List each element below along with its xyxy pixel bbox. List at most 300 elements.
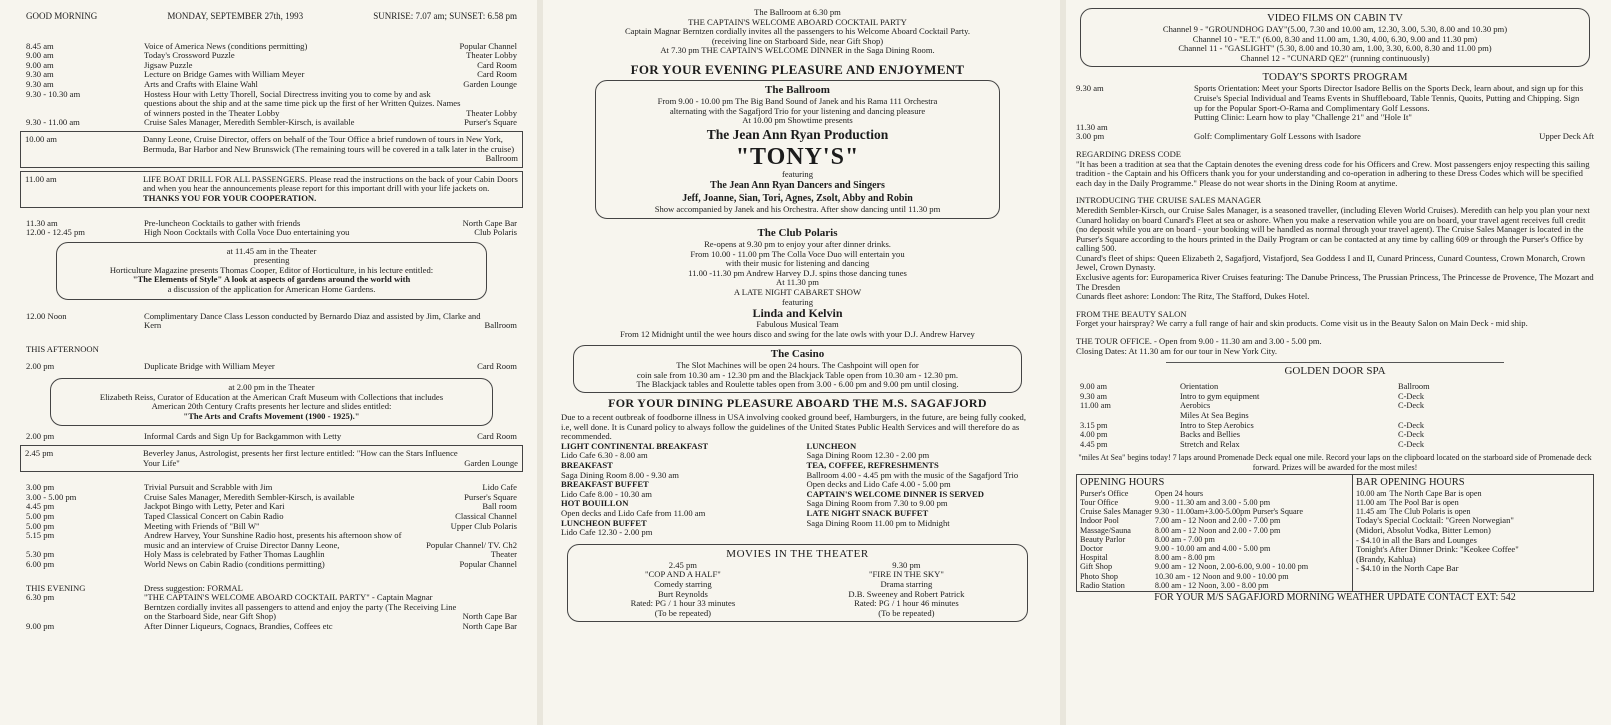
- opening-row: [1080, 535, 1311, 544]
- bridge-event: [26, 362, 517, 372]
- lecture-line: a discussion of the application for American Home Gardens.: [167, 284, 376, 295]
- event-time: 9.00 am: [26, 50, 54, 61]
- spa-class: Backs and Bellies: [1180, 430, 1241, 440]
- opening-row: [1080, 489, 1311, 498]
- lecture-line: presenting: [253, 255, 290, 266]
- ballroom-line: From 9.00 - 10.00 pm The Big Band Sound of Janek and his Rama 111 Orchestra: [657, 95, 938, 106]
- weather-contact: FOR YOUR M/S SAGAFJORD MORNING WEATHER UPDATE CONTACT EXT: 542: [1154, 592, 1516, 604]
- video-line: Channel 10 - "E.T." (6.00, 8.30 and 11.00 am, 1.30, 4.00, 6.30, 9.00 and 11.30 pm): [1192, 33, 1478, 44]
- event-place: Ballroom: [484, 320, 517, 331]
- event-time: 3.00 pm: [1076, 131, 1105, 142]
- event-place: Card Room: [477, 361, 517, 372]
- event-time: 6.30 pm: [26, 592, 55, 603]
- beauty-section: [1076, 310, 1594, 329]
- opening-label: Tour Office: [1080, 497, 1119, 507]
- beauty-text: Forget your hairspray? We carry a full range of hair and skin products. Come visit us in the Beauty Salon on Main Deck - mid ship.: [1076, 318, 1528, 329]
- event-time: 5.00 pm: [26, 520, 55, 531]
- opening-label: Gift Shop: [1080, 562, 1113, 572]
- event-place: Garden Lounge: [463, 78, 517, 89]
- bar-title: BAR OPENING HOURS: [1356, 476, 1465, 488]
- cabaret-stars: Linda and Kelvin: [752, 306, 843, 321]
- event-place: Upper Club Polaris: [450, 520, 517, 531]
- greeting: GOOD MORNING: [26, 11, 98, 21]
- polaris-line: featuring: [781, 296, 814, 307]
- drill-thanks: THANKS YOU FOR YOUR COOPERATION.: [143, 192, 317, 203]
- polaris-title: The Club Polaris: [757, 226, 838, 239]
- event-row: [26, 593, 517, 622]
- event-place: Purser's Square: [464, 117, 517, 128]
- event-desc: Golf: Complimentary Golf Lessons with Isadore: [1194, 131, 1361, 142]
- event-desc: Cruise Sales Manager, Meredith Sembler-Kirsch, is available: [144, 117, 355, 128]
- event-time: 2.45 pm: [25, 448, 54, 458]
- movie-afternoon: [631, 561, 736, 619]
- tour-rundown-box: [20, 131, 523, 168]
- event-row: [1076, 132, 1594, 142]
- meal-heading: HOT BOUILLON: [561, 498, 629, 509]
- event-desc: Today's Crossword Puzzle: [144, 50, 235, 61]
- event-time: 3.00 - 5.00 pm: [26, 491, 77, 502]
- ballroom-line: At 10.00 pm Showtime presents: [742, 115, 853, 126]
- polaris-line: From 10.00 - 11.00 pm The Colla Voce Duo will entertain you: [690, 248, 905, 259]
- event-place: Garden Lounge: [464, 457, 518, 468]
- spa-place: Ballroom: [1398, 382, 1430, 392]
- event-desc: Meeting with Friends of "Bill W": [144, 520, 260, 531]
- event-place: Popular Channel/ TV. Ch2: [426, 539, 517, 550]
- sales-text: Meredith Sembler-Kirsch, our Cruise Sales Manager, is a seasoned traveller, (including Eleven World Cruises). Meredith can help you plan your next Cunard holiday on board Cunard's Fleet at sea or ashore. When you make a reservation while you are on board, your travel agent receives full credit (no deposit while you are on board - your booking will be handled as normal through your travel agent). The Cruise Sales Manager is located in the Purser's Square according to the hours printed in the Daily Program or can be contacted at any time by calling 609 or through the Purser's Office by calling 500.: [1076, 204, 1590, 254]
- bar-label: 11.00 am: [1356, 497, 1387, 507]
- event-place: Card Room: [477, 69, 517, 80]
- afternoon-list: [26, 483, 517, 569]
- event-row: [26, 70, 517, 80]
- beauty-title: FROM THE BEAUTY SALON: [1076, 308, 1187, 319]
- bar-label: 10.00 am: [1356, 488, 1387, 498]
- spa-class: Intro to gym equipment: [1180, 391, 1260, 401]
- opening-label: Radio Station: [1080, 580, 1125, 590]
- movie-line: Drama starring: [880, 578, 933, 589]
- meal-heading: LIGHT CONTINENTAL BREAKFAST: [561, 440, 709, 451]
- polaris-lines: [553, 240, 1042, 307]
- event-desc: Andrew Harvey, Your Sunshine Radio host, presents his afternoon show of music and an interview of Cruise Director Danny Leone,: [144, 530, 402, 550]
- meal-heading: BREAKFAST: [561, 460, 613, 471]
- spa-row: [1076, 401, 1434, 411]
- event-row: [26, 118, 517, 128]
- event-time: 9.30 - 10.30 am: [26, 88, 81, 99]
- event-time: 11.30 am: [26, 217, 58, 228]
- tour-text: THE TOUR OFFICE. - Open from 9.00 - 11.30 am and 3.00 - 5.00 pm.: [1076, 336, 1322, 347]
- event-place: Classical Channel: [455, 510, 517, 521]
- event-time: 5.15 pm: [26, 530, 55, 541]
- opening-label: Cruise Sales Manager: [1080, 507, 1152, 517]
- event-desc: Complimentary Dance Class Lesson conducted by Bernardo Diaz and assisted by Jim, Clarke and Kern: [144, 310, 481, 331]
- opening-value: 8.00 am - 12 Noon and 2.00 - 7.00 pm: [1154, 525, 1281, 535]
- opening-row: [1080, 516, 1311, 525]
- program-header: [26, 12, 517, 22]
- intro-line: The Ballroom at 6.30 pm: [754, 7, 841, 17]
- opening-hours: [1077, 475, 1353, 591]
- meal-details: Saga Dining Room from 7.30 to 9.00 pm: [806, 498, 948, 509]
- spa-title: GOLDEN DOOR SPA: [1284, 365, 1386, 378]
- cocktail-party-intro: [553, 8, 1042, 56]
- event-desc: Putting Clinic: Learn how to play "Challenge 21" and "Hole It": [1194, 112, 1412, 123]
- spa-place: C-Deck: [1398, 391, 1425, 401]
- event-row: [26, 228, 517, 238]
- cast-line: Jeff, Joanne, Sian, Tori, Agnes, Zsolt, Abby and Robin: [682, 193, 913, 205]
- ballroom-line: Show accompanied by Janek and his Orchestra. After show dancing until 11.30 pm: [654, 204, 941, 215]
- bar-special-line: - $4.10 in all the Bars and Lounges: [1356, 534, 1477, 545]
- ballroom-line: alternating with the Sagafjord Trio for your listening and dancing pleasure: [669, 105, 926, 116]
- opening-label: Indoor Pool: [1080, 516, 1119, 526]
- movie-line: "COP AND A HALF": [645, 569, 721, 580]
- polaris-line: with their music for listening and dancing: [725, 258, 870, 269]
- event-time: 12.00 - 12.45 pm: [26, 227, 85, 238]
- movie-line: (To be repeated): [878, 607, 935, 618]
- casino-line: coin sale from 10.30 am - 12.30 pm and the Blackjack Table open from 10.30 am - 12.30 pm.: [636, 369, 959, 380]
- movies-title: MOVIES IN THE THEATER: [726, 547, 869, 560]
- event-desc: Cruise Sales Manager, Meredith Sembler-Kirsch, is available: [144, 491, 355, 502]
- event-place: Theater Lobby: [466, 50, 517, 61]
- lecture-line: Horticulture Magazine presents Thomas Cooper, Editor of Horticulture, in his lecture entitled:: [109, 264, 434, 275]
- polaris-line: Fabulous Musical Team: [756, 319, 839, 330]
- opening-value: 7.00 am - 12 Noon and 2.00 - 7.00 pm: [1154, 516, 1281, 526]
- event-desc: Beverley Janus, Astrologist, presents her first lecture entitled: "How can the Stars Influence Your Life": [143, 448, 458, 468]
- dining-title: FOR YOUR DINING PLEASURE ABOARD THE M.S. SAGAFJORD: [608, 396, 987, 411]
- lecture-time: at 2.00 pm in the Theater: [228, 382, 315, 393]
- event-row: [26, 560, 517, 570]
- casino-line: The Blackjack tables and Roulette tables open from 3.00 - 6.00 pm and 9.00 pm until closing.: [636, 379, 959, 390]
- spa-row: [1076, 430, 1434, 440]
- opening-value: 9.00 - 11.30 am and 3.00 - 5.00 pm: [1154, 497, 1271, 507]
- movie-line: (To be repeated): [654, 607, 711, 618]
- event-time: 9.00 pm: [26, 620, 55, 631]
- meal-heading: TEA, COFFEE, REFRESHMENTS: [806, 460, 939, 471]
- spa-time: 11.00 am: [1080, 401, 1111, 411]
- event-time: 11.00 am: [25, 173, 57, 184]
- astrology-box: [20, 445, 523, 472]
- spa-place: [1394, 411, 1434, 421]
- event-time: 12.00 Noon: [26, 310, 67, 321]
- spa-place: C-Deck: [1398, 401, 1425, 411]
- horticulture-lecture-box: [56, 242, 487, 300]
- casino-line: The Slot Machines will be open 24 hours. The Cashpoint will open for: [676, 360, 919, 371]
- afternoon-title: THIS AFTERNOON: [26, 343, 99, 354]
- cards-event: [26, 432, 517, 442]
- event-time: 4.45 pm: [26, 501, 55, 512]
- drill-instructions: LIFE BOAT DRILL FOR ALL PASSENGERS. Please read the instructions on the back of your Cabin Doors and when you hear the announcements please report for this important drill with your life jackets on.: [143, 173, 518, 194]
- meal-details: Open decks and Lido Cafe 4.00 - 5.00 pm: [806, 479, 951, 490]
- spa-row: [1076, 382, 1434, 392]
- spa-class: Aerobics: [1180, 401, 1211, 411]
- meal-details: Lido Cafe 12.30 - 2.00 pm: [561, 527, 653, 538]
- spa-time: [1076, 411, 1176, 421]
- polaris-line: Re-opens at 9.30 pm to enjoy your after dinner drinks.: [704, 238, 891, 249]
- bar-special-line: Today's Special Cocktail: "Green Norwegian": [1356, 515, 1514, 526]
- event-time: 9.30 am: [1076, 83, 1104, 94]
- event-desc: Duplicate Bridge with William Meyer: [144, 361, 275, 372]
- movie-line: "FIRE IN THE SKY": [868, 569, 944, 580]
- event-place: Card Room: [477, 59, 517, 70]
- event-place: Popular Channel: [459, 40, 517, 51]
- event-time: 10.00 am: [25, 133, 57, 144]
- intro-line: At 7.30 pm THE CAPTAIN'S WELCOME DINNER in the Saga Dining Room.: [660, 45, 935, 56]
- event-time: 9.30 am: [26, 69, 54, 80]
- event-time: 6.00 pm: [26, 558, 55, 569]
- event-row: [26, 42, 517, 52]
- event-row: [26, 512, 517, 522]
- event-desc: Taped Classical Concert on Cabin Radio: [144, 510, 284, 521]
- opening-value: 9.30 - 11.00am+3.00-5.00pm Purser's Square: [1154, 507, 1304, 517]
- polaris-line: From 12 Midnight until the wee hours disco and swing for the late owls with your D.J. Andrew Harvey: [620, 328, 975, 339]
- spa-class: Orientation: [1180, 382, 1219, 392]
- dancers-line: The Jean Ann Ryan Dancers and Singers: [710, 180, 885, 192]
- bar-label: 11.45 am: [1356, 507, 1387, 517]
- opening-value: 8.00 am - 8.00 pm: [1154, 553, 1215, 563]
- event-desc: Sports Orientation: Meet your Sports Director Isadore Bellis on the Sports Deck, learn about, and sign up for this Cruise's Special Individual and Teams Events in Shuffleboard, Table Tennis, Quoits, Putting and Chipping. Sign up for the Popular Sport-O-Rama and Complimentary Golf Lessons.: [1194, 83, 1584, 113]
- spa-class: Stretch and Relax: [1180, 439, 1240, 449]
- ballroom-title: The Ballroom: [765, 83, 830, 96]
- movie-line: 2.45 pm: [668, 559, 697, 570]
- spa-class: Intro to Step Aerobics: [1180, 420, 1254, 430]
- event-time: 2.00 pm: [26, 361, 55, 372]
- spa-row: [1076, 421, 1434, 431]
- evening-pleasure-title: FOR YOUR EVENING PLEASURE AND ENJOYMENT: [630, 61, 965, 77]
- sports-list: [1076, 84, 1594, 142]
- event-place: Popular Channel: [459, 558, 517, 569]
- meal-details: Saga Dining Room 8.00 - 9.30 am: [561, 469, 679, 480]
- dress-code-section: [1076, 150, 1594, 188]
- production-title: The Jean Ann Ryan Production: [706, 126, 889, 142]
- evening-column: [545, 0, 1050, 725]
- spa-row: [1076, 411, 1434, 421]
- ballroom-line: featuring: [781, 168, 814, 179]
- bar-special-line: - $4.10 in the North Cape Bar: [1356, 563, 1459, 574]
- opening-row: [1080, 498, 1311, 507]
- morning-afternoon-column: [0, 0, 535, 725]
- sunrise-sunset: SUNRISE: 7.07 am; SUNSET: 6.58 pm: [373, 11, 517, 21]
- dance-class: [26, 312, 517, 331]
- spa-row: [1076, 392, 1434, 402]
- event-desc: Dress suggestion: FORMAL: [144, 582, 243, 593]
- sales-title: INTRODUCING THE CRUISE SALES MANAGER: [1076, 195, 1262, 206]
- event-place: North Cape Bar: [462, 620, 517, 631]
- spa-place: C-Deck: [1398, 420, 1425, 430]
- video-line: Channel 11 - "GASLIGHT" (5.30, 8.00 and 10.30 am, 1.00, 3.30, 6.00, 8.30 and 11.00 pm): [1178, 43, 1492, 54]
- ballroom-box: [595, 80, 1000, 219]
- movie-line: 9.30 pm: [892, 559, 921, 570]
- event-place: Ballroom: [485, 153, 518, 164]
- event-place: Purser's Square: [464, 491, 517, 502]
- dress-text: "It has been a tradition at sea that the Captain denotes the evening dress code for his Officers and Crew. Most passengers enjoy respecting this sailing tradition - the Captain and his Officers thank you for your understanding and co-operation in adhering to these Dress Codes which will be specified each day in the Daily Programme." Please do not wear shorts in the Dining Room at anytime.: [1076, 158, 1590, 188]
- movies-box: [567, 544, 1028, 623]
- dining-left: [561, 442, 789, 538]
- opening-row: [1080, 526, 1311, 535]
- fleet-ashore: Cunards fleet ashore: London: The Ritz, The Stafford, Dukes Hotel.: [1076, 291, 1310, 302]
- dining-schedule: [553, 442, 1042, 538]
- show-title: "TONY'S": [735, 143, 860, 170]
- casino-lines: [580, 361, 1015, 390]
- meal-heading: LUNCHEON BUFFET: [561, 517, 647, 528]
- opening-label: Beauty Parlor: [1080, 534, 1126, 544]
- event-time: 11.30 am: [1076, 121, 1108, 132]
- event-time: 9.00 am: [26, 59, 54, 70]
- spa-row: [1076, 440, 1434, 450]
- movie-line: Comedy starring: [654, 578, 712, 589]
- bar-row: [1356, 498, 1485, 507]
- event-place: Theater Lobby: [466, 107, 517, 118]
- spa-time: 9.30 am: [1080, 391, 1107, 401]
- opening-value: 10.30 am - 12 Noon and 9.00 - 10.00 pm: [1154, 571, 1289, 581]
- event-place: North Cape Bar: [462, 611, 517, 622]
- meal-heading: LUNCHEON: [806, 440, 857, 451]
- event-desc: World News on Cabin Radio (conditions permitting): [144, 558, 325, 569]
- meal-heading: LATE NIGHT SNACK BUFFET: [806, 508, 929, 518]
- video-lines: [1087, 25, 1583, 63]
- event-desc: Pre-luncheon Cocktails to gather with friends: [144, 217, 301, 228]
- intro-line: (receiving line on Starboard Side, near Gift Shop): [711, 35, 884, 46]
- polaris-line: At 11.30 pm: [776, 277, 819, 288]
- event-place: Theater: [490, 549, 517, 560]
- opening-value: 8.00 am - 7.00 pm: [1154, 534, 1215, 544]
- event-desc: Hostess Hour with Letty Thorell, Social Directress inviting you to come by and ask questions about the ship and at the same time pick up the first of her Written Quizes. Names of winners posted in the Theater Lobby: [144, 88, 461, 118]
- event-row: [1076, 84, 1594, 113]
- video-line: Channel 9 - "GROUNDHOG DAY"(5.00, 7.30 and 10.00 am, 12.30, 3.00, 5.30, 8.00 and 10.30 pm): [1162, 24, 1508, 34]
- closing-text: Closing Dates: At 11.30 am for our tour in New York City.: [1076, 345, 1278, 356]
- movie-evening: [848, 561, 964, 619]
- lecture-title: "The Arts and Crafts Movement (1900 - 1925).": [183, 410, 360, 421]
- lifeboat-drill-box: [20, 171, 523, 208]
- club-polaris-section: [553, 227, 1042, 339]
- event-desc: Jigsaw Puzzle: [144, 59, 193, 70]
- evening-title: THIS EVENING: [26, 582, 86, 593]
- event-place: Upper Deck Aft: [1539, 131, 1594, 142]
- meal-details: Lido Cafe 8.00 - 10.30 am: [561, 488, 652, 499]
- event-place: Ball room: [482, 501, 517, 512]
- event-desc: High Noon Cocktails with Colla Voce Duo entertaining you: [144, 227, 350, 238]
- opening-row: [1080, 553, 1311, 562]
- event-time: 8.45 am: [26, 40, 54, 51]
- event-desc: Danny Leone, Cruise Director, offers on behalf of the Tour Office a brief rundown of tours in New York, Bermuda, Bar Harbor and New Brunswick (The remaining tours will be covered in a talk later in the cruise): [143, 133, 515, 154]
- bar-special-line: Tonight's After Dinner Drink: "Keokee Coffee": [1356, 544, 1519, 555]
- meal-heading: BREAKFAST BUFFET: [561, 479, 649, 490]
- event-desc: Informal Cards and Sign Up for Backgammon with Letty: [144, 431, 342, 442]
- crafts-lecture-box: [50, 378, 493, 426]
- evening-list: [26, 584, 517, 632]
- event-place: Lido Cafe: [482, 482, 517, 493]
- bar-value: The Pool Bar is open: [1389, 497, 1459, 507]
- opening-label: Hospital: [1080, 553, 1108, 563]
- event-place: Club Polaris: [474, 227, 517, 238]
- event-row: [26, 531, 517, 550]
- movie-line: Rated: PG / 1 hour 46 minutes: [854, 598, 959, 609]
- info-column: [1072, 0, 1602, 725]
- spa-class: Miles At Sea Begins: [1180, 411, 1249, 420]
- meal-details: Ballroom 4.00 - 4.45 pm with the music of the Sagafjord Trio: [806, 469, 1019, 480]
- event-time: 3.00 pm: [26, 482, 55, 493]
- bar-special-line: (Midori, Absolut Vodka, Bitter Lemon): [1356, 524, 1491, 535]
- sports-title: TODAY'S SPORTS PROGRAM: [1262, 71, 1408, 84]
- page-fold: [537, 0, 543, 725]
- opening-label: Photo Shop: [1080, 571, 1118, 581]
- event-row: [26, 51, 517, 61]
- opening-label: Doctor: [1080, 544, 1103, 553]
- event-time: 9.30 - 11.00 am: [26, 117, 80, 128]
- opening-value: 9.00 am - 12 Noon, 2.00-6.00, 9.00 - 10.00 pm: [1154, 562, 1309, 572]
- meal-details: Saga Dining Room 12.30 - 2.00 pm: [806, 450, 930, 461]
- event-desc: Holy Mass is celebrated by Father Thomas Laughlin: [144, 549, 325, 560]
- page-fold: [1060, 0, 1066, 725]
- midday-list: [26, 219, 517, 238]
- event-desc: After Dinner Liqueurs, Cognacs, Brandies, Coffees etc: [144, 620, 333, 631]
- fleet-text: Cunard's fleet of ships: Queen Elizabeth 2, Sagafjord, Vistafjord, Sea Goddess I and II, Cunard Princess, Cunard Countess, Crown Monarch, Crown Jewel, Crown Dynasty.: [1076, 252, 1586, 273]
- spa-time: 9.00 am: [1080, 382, 1107, 392]
- lecture-line: American 20th Century Crafts presents her lecture and slides entitled:: [151, 401, 392, 412]
- bar-value: The Club Polaris is open: [1389, 507, 1471, 517]
- spa-time: 4.45 pm: [1080, 439, 1108, 449]
- event-place: Card Room: [477, 431, 517, 442]
- spa-time: 4.00 pm: [1080, 430, 1108, 440]
- video-line: Channel 12 - "CUNARD QE2" (running continuously): [1240, 52, 1430, 63]
- event-row: [26, 622, 517, 632]
- intro-line: Captain Magnar Berntzen cordially invites all the passengers to his Welcome Aboard Cocktail Party.: [624, 26, 971, 37]
- bar-specials: [1356, 516, 1590, 574]
- agents-text: Exclusive agents for: Europamerica River Cruises featuring: The Danube Princess, The Prussian Princess, The Princesse de Provence, The Mozart and The Dresden: [1076, 272, 1594, 292]
- video-title: VIDEO FILMS ON CABIN TV: [1267, 13, 1403, 24]
- opening-label: Massage/Sauna: [1080, 525, 1131, 535]
- bar-hours: [1353, 475, 1593, 591]
- event-desc: Lecture on Bridge Games with William Meyer: [144, 69, 305, 80]
- event-time: 2.00 pm: [26, 431, 55, 442]
- meal-details: Lido Cafe 6.30 - 8.00 am: [561, 450, 648, 461]
- opening-value: Open 24 hours: [1154, 488, 1204, 498]
- hours-box: [1076, 474, 1594, 592]
- opening-value: 9.00 - 10.00 am and 4.00 - 5.00 pm: [1154, 544, 1271, 553]
- event-place: North Cape Bar: [462, 217, 517, 228]
- polaris-line: A LATE NIGHT CABARET SHOW: [733, 286, 862, 297]
- event-desc: "THE CAPTAIN'S WELCOME ABOARD COCKTAIL PARTY" - Captain Magnar Berntzen cordially invites all passengers to attend and enjoy the party (The Receiving Line on the Starboard Side, near Gift Shop): [144, 592, 457, 622]
- opening-row: [1080, 572, 1311, 581]
- meal-details: Open decks and Lido Cafe from 11.00 am: [561, 508, 706, 518]
- event-desc: Arts and Crafts with Elaine Wahl: [144, 78, 258, 89]
- casino-title: The Casino: [770, 348, 825, 361]
- opening-label: Purser's Office: [1080, 488, 1129, 498]
- polaris-line: 11.00 -11.30 pm Andrew Harvey D.J. spins those dancing tunes: [688, 267, 907, 278]
- lecture-title: "The Elements of Style" A look at aspects of gardens around the world with: [132, 274, 411, 285]
- program-date: MONDAY, SEPTEMBER 27th, 1993: [167, 11, 304, 21]
- miles-text: "miles At Sea" begins today! 7 laps around Promenade Deck equal one mile. Record your laps on the clipboard located on the starboard side of Promenade deck forward. Prizes will be awarded for the most miles!: [1078, 453, 1592, 472]
- bar-value: The North Cape Bar is open: [1389, 488, 1482, 498]
- event-time: 5.30 pm: [26, 549, 55, 560]
- spa-place: C-Deck: [1398, 439, 1425, 449]
- casino-box: [573, 345, 1022, 393]
- movie-line: Rated: PG / 1 hour 33 minutes: [630, 598, 736, 609]
- lecture-time: at 11.45 am in the Theater: [226, 245, 317, 256]
- cruise-sales-section: [1076, 196, 1594, 302]
- opening-row: [1080, 544, 1311, 553]
- spa-time: 3.15 pm: [1080, 420, 1108, 430]
- event-time: 5.00 pm: [26, 510, 55, 521]
- opening-row: [1080, 581, 1311, 590]
- meal-details: Saga Dining Room 11.00 pm to Midnight: [806, 517, 950, 528]
- tour-office-section: [1076, 337, 1594, 356]
- bar-special-line: (Brandy, Kahlua): [1356, 553, 1416, 564]
- dining-right: [807, 442, 1035, 538]
- opening-row: [1080, 507, 1311, 516]
- spa-table: [1076, 382, 1434, 449]
- morning-list: [26, 42, 517, 128]
- event-desc: Voice of America News (conditions permitting): [144, 40, 308, 51]
- dining-intro: Due to a recent outbreak of foodborne illness in USA involving cooked ground beef, Hamburgers, in the future, are being fully cooked, i.e, well done. It is Cunard policy to always follow the guidelines of the United States Public Health Services and will therefore do as recommended.: [561, 412, 1026, 442]
- event-time: 9.30 am: [26, 78, 54, 89]
- spa-place: C-Deck: [1398, 430, 1425, 440]
